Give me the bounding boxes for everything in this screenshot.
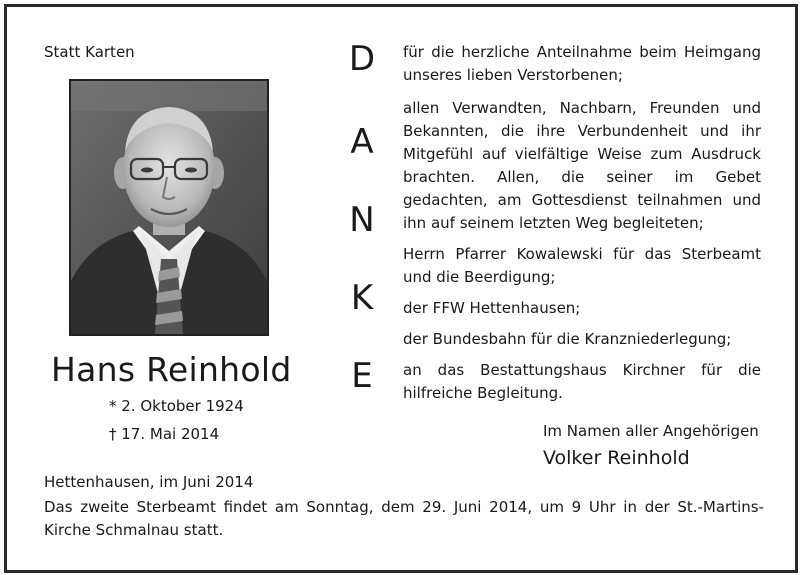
deceased-name: Hans Reinhold (51, 350, 292, 389)
on-behalf-label: Im Namen aller Angehörigen (543, 422, 759, 440)
thanks-item: an das Bestattungshaus Kirchner für die hilfreiche Begleitung. (403, 361, 761, 402)
statt-karten-label: Statt Karten (44, 43, 135, 61)
thanks-item: Herrn Pfarrer Kowalewski für das Sterbeamt und die Beerdigung; (403, 245, 761, 286)
service-note: Das zweite Sterbeamt findet am Sonntag, dem 29. Juni 2014, um 9 Uhr in der St.-Martins-Kirche Schmalnau statt. (44, 498, 764, 539)
danke-letter-n: N (349, 200, 375, 240)
thanks-item: für die herzliche Anteilnahme beim Heimgang unseres lieben Verstorbenen; (403, 43, 761, 84)
thanks-item: der FFW Hettenhausen; (403, 299, 581, 317)
obituary-card (4, 4, 798, 573)
death-date: † 17. Mai 2014 (109, 425, 220, 443)
thanks-item: der Bundesbahn für die Kranzniederlegung; (403, 330, 732, 348)
thanks-item: allen Verwandten, Nachbarn, Freunden und Bekannten, die ihre Verbundenheit und ihr Mitgefühl auf vielfältige Weise zum Ausdruck brachten. Allen, die seiner im Gebet gedachten, am Gottesdienst teilnahmen und ihn auf seinem letzten Weg begleiteten; (403, 99, 761, 232)
signer-name: Volker Reinhold (543, 447, 690, 469)
thanks-list (403, 41, 761, 405)
danke-letter-a: A (350, 122, 374, 162)
danke-letter-k: K (350, 278, 374, 318)
portrait-image (71, 81, 267, 334)
danke-letter-d: D (348, 39, 376, 79)
birth-date: * 2. Oktober 1924 (109, 397, 244, 415)
place-date: Hettenhausen, im Juni 2014 (44, 473, 254, 491)
danke-letter-e: E (351, 356, 373, 396)
portrait-photo (69, 79, 269, 336)
